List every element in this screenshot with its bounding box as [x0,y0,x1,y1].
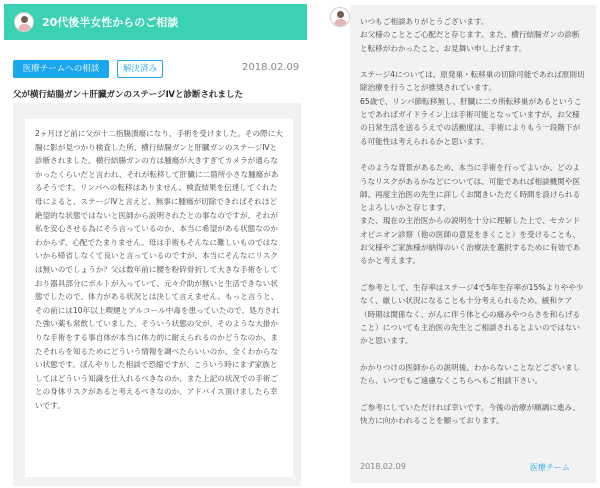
question-header-title: 20代後半女性からのご相談 [42,16,179,29]
question-date: 2018.02.09 [242,62,300,73]
answer-author-link[interactable]: 医療チーム [530,463,570,472]
question-body-text: 2ヶ月ほど前に父が十二指腸潰瘍になり、手術を受けました。その際に大腸に影が見つかり検査した所、横行結腸ガンと肝臓ガンのステージⅣと診断されました。横行結腸ガンの方は腫瘍が大きすぎてカメラが通らなかったくらいだと言われ、それが転移して肝臓に二箇所小さな腫瘍があるそうです。リンパへの転移はありません。検査結果を伝達してくれた母によると、ステージⅣと言えど、無事に腫瘍が切除できればそれほど絶望的な状態ではないと医師から説明されたとの事なのですが、それが私を安心させる為にそう言っているのか、本当に希望がある状態なのかわからず、心配でたまりません。母は手術もそんなに難しいものではないから帰省しなくて良いと言っているのですが、本当にそんなにリスクは無いのでしょうか？父は数年前に腰を粉砕骨折して大きな手術をしており器具部分にボルトが入っていて、元々介助が無いと生活できない状態でしたので、体力がある状況とは決して言えません。もっと言うと、その前には10年以上喫煙とアルコール中毒を患っていたので、処方された強い薬も常飲していました。そういう状態の父が、そのような大掛かりな手術をする事自体が本当に体力的に耐えられるのかどうなのか、またそれらを知るためにどういう情報を調べたらいいのか、全くわからない状態です。ぼんやりした相談で恐縮ですが、こういう時にまず家族としてはどういう知識を仕入れるべきなのか、また上記の状況での手術ごとの身体リスクがあると考えるべきなのか、アドバイス頂けましたら幸いです。 [35,129,283,410]
question-title: 父が横行結腸ガン＋肝臓ガンのステージⅣと診断されました [13,90,244,100]
answer-date: 2018.02.09 [360,462,406,471]
question-body-card [25,119,293,477]
status-badge: 解決済み [117,60,163,78]
user-avatar-icon [14,12,34,32]
answer-body-text: いつもご相談ありがとうございます。 お父様のこととご心配だと存じます。また、横行結腸ガンの診断と転移がわかったこと、お見舞い申し上げます。 ステージ4については、原発巣・転移巣の切除可能であれば原則切除治療を行うことが推奨されています。 65歳で、リンパ節転移無し、肝臓に二カ所転移巣があるということであればガイドライン上は手術可能となっていますが、お父様の日常生活を送るうえでの活動度は、手術によりもう一段階下がる可能性は考えられるかと思います。 そのような背景があるため、本当に手術を行ってよいか、どのようなリスクがあるかなどについては、可能であれば相談機関や医師、再度主治医の先生に詳しくお聞きいただく時間を設けられるとよろしいかと存じます。 また、現在の主治医からの説明を十分に理解した上で、セカンドオピニオン診察（他の医師の意見をきくこと）を受けることも、お父様やご家族様が納得のいく治療法を選択するために有効であるかと考えます。 ご参考として、生存率はステージ4で5年生存率が15%よりやや少なく、厳しい状況になることも十分考えられるため、緩和ケア（時期は関係なく、がんに伴う体と心の痛みやつらさを和らげること）についても主治医の先生とご相談されるとよいのではないかと思います。 かかりつけの医師からの説明後、わからないことなどございましたら、いつでもご遠慮なくこちらへもご相談下さい。 ご参考にしていただければ幸いです。今後の治療が順調に進み、快方に向かわれることを願っております。 [360,17,585,425]
question-body-box [13,103,301,486]
answerer-avatar-icon [330,7,350,27]
medical-team-consult-button[interactable]: 医療チームへの相談 [13,60,109,78]
answer-body-box [350,5,596,483]
question-header [4,4,307,40]
question-panel [4,4,307,486]
